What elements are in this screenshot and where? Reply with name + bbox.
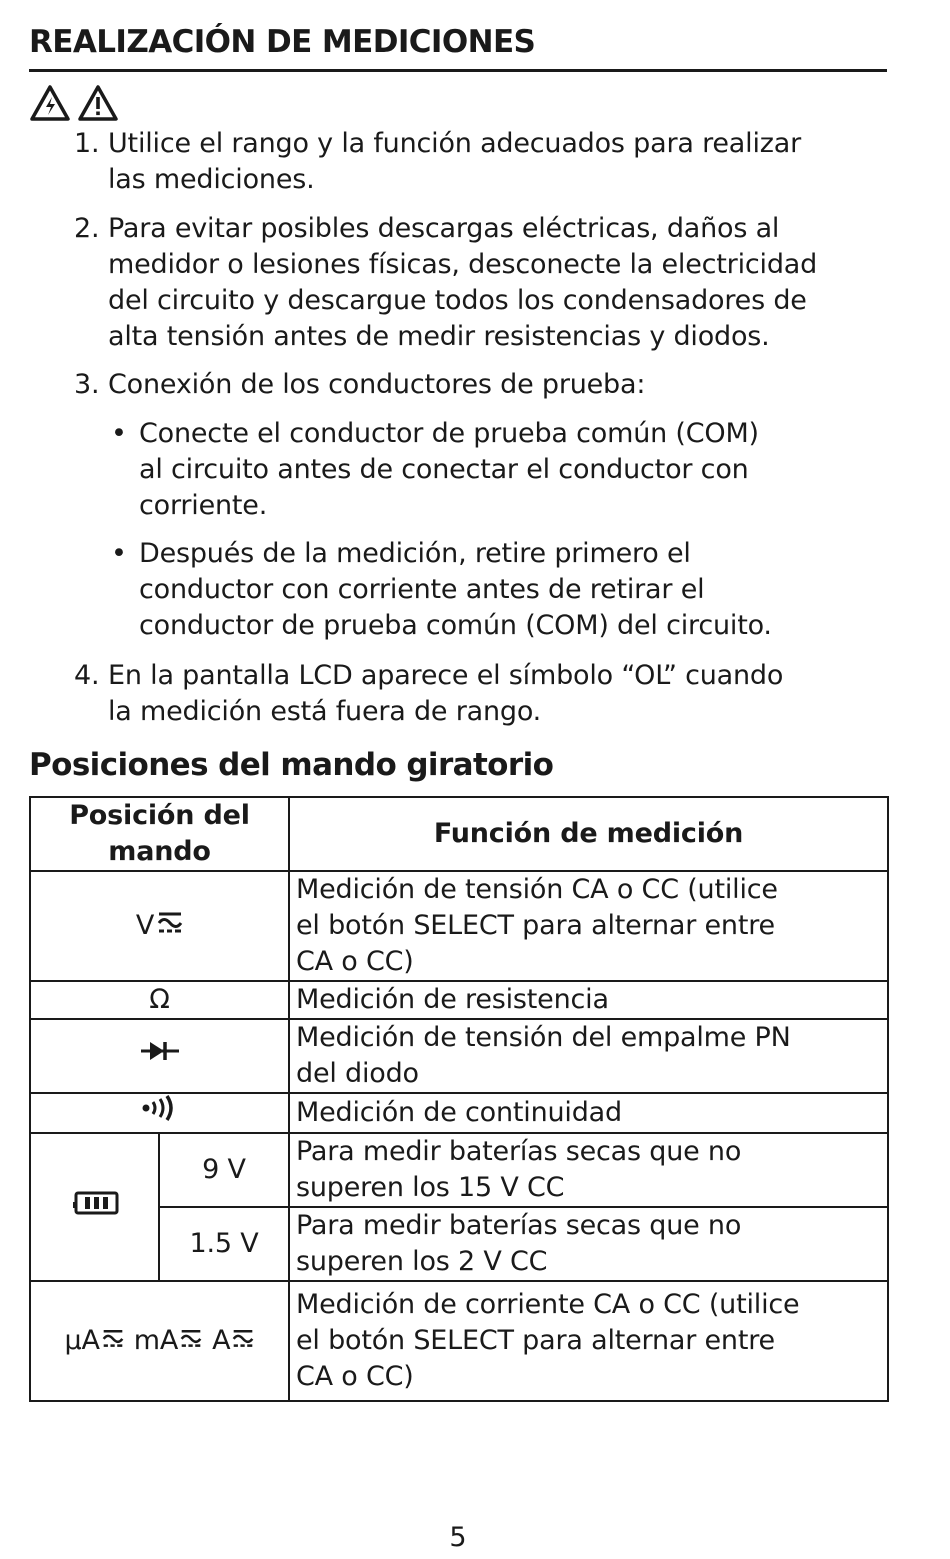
voltage-subcell: 9 V [159,1133,289,1207]
function-cell: Medición de resistencia [289,981,888,1019]
page-heading: REALIZACIÓN DE MEDICIONES [29,24,536,60]
table-row [30,981,888,1019]
position-cell [30,981,289,1019]
manual-page [29,0,887,1559]
position-cell [30,1019,289,1093]
function-cell: Medición de tensión CA o CC (utilice el botón SELECT para alternar entre CA o CC) [289,871,888,981]
bullet-mark: • [111,418,127,449]
warning-icons [29,84,119,124]
unit-label: mA [133,1325,179,1356]
position-cell [30,1133,159,1281]
list-text: Para evitar posibles descargas eléctricas, daños al medidor o lesiones físicas, desconecte la electricidad del circuito y descargue todos los condensadores de alta tensión antes de medir resistencias y diodos. [108,213,818,352]
list-number: 1. [74,128,100,159]
list-number: 3. [74,369,100,400]
voltage-subcell: 1.5 V [159,1207,289,1281]
table-row [30,1019,888,1093]
function-cell: Medición de continuidad [289,1093,888,1133]
ohm-symbol: Ω [149,984,170,1015]
heading-divider [29,69,887,72]
position-label: V [135,910,155,941]
function-cell: Para medir baterías secas que no superen los 2 V CC [289,1207,888,1281]
position-cell [30,1281,289,1401]
header-function: Función de medición [289,797,888,871]
table-header-row [30,797,888,871]
list-number: 4. [74,660,100,691]
ac-dc-symbol-icon [180,1323,202,1359]
continuity-icon [141,1098,179,1129]
function-cell: Medición de tensión del empalme PN del diodo [289,1019,888,1093]
ac-dc-symbol-icon [232,1323,254,1359]
diode-icon [140,1040,180,1071]
function-cell: Para medir baterías secas que no superen los 15 V CC [289,1133,888,1207]
table-row [30,1133,888,1207]
battery-icon [70,1191,120,1222]
list-text: Utilice el rango y la función adecuados para realizar las mediciones. [108,128,801,195]
list-number: 2. [74,213,100,244]
bullet-text: Después de la medición, retire primero el conductor con corriente antes de retirar el conductor de prueba común (COM) del circuito. [139,538,772,641]
position-cell [30,871,289,981]
table-row [30,871,888,981]
table-row [30,1093,888,1133]
caution-warning-icon [77,84,119,124]
bullet-mark: • [111,538,127,569]
ac-dc-symbol-icon [157,908,183,944]
position-cell [30,1093,289,1133]
unit-label: μA [64,1325,100,1356]
header-position: Posición del mando [30,797,289,871]
rotary-switch-table [29,796,889,1402]
electric-shock-warning-icon [29,84,71,124]
section-title: Posiciones del mando giratorio [29,747,554,783]
table-row [30,1207,888,1281]
bullet-text: Conecte el conductor de prueba común (COM) al circuito antes de conectar el conductor con corriente. [139,418,759,521]
ac-dc-symbol-icon [102,1323,124,1359]
page-number: 5 [449,1522,467,1553]
table-row [30,1281,888,1401]
list-text: Conexión de los conductores de prueba: [108,369,646,400]
unit-label: A [212,1325,231,1356]
function-cell: Medición de corriente CA o CC (utilice el botón SELECT para alternar entre CA o CC) [289,1281,888,1401]
list-text: En la pantalla LCD aparece el símbolo “OL” cuando la medición está fuera de rango. [108,660,784,727]
